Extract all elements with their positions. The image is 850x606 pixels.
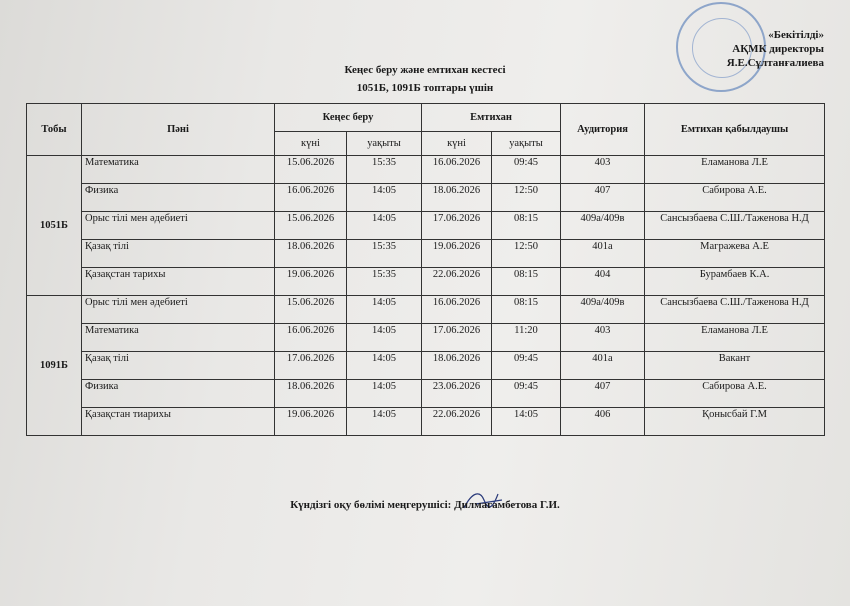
exam-date-cell: 16.06.2026 [422, 156, 492, 184]
header-consult-time: уақыты [347, 132, 422, 156]
approval-line-1: «Бекітілді» [768, 29, 824, 41]
examiner-cell: Еламанова Л.Е [645, 324, 825, 352]
consult-date-cell: 19.06.2026 [275, 408, 347, 436]
consult-date-cell: 15.06.2026 [275, 156, 347, 184]
room-cell: 401а [561, 352, 645, 380]
subject-cell: Орыс тілі мен әдебиеті [82, 296, 275, 324]
consult-time-cell: 14:05 [347, 352, 422, 380]
header-group: Тобы [27, 104, 82, 156]
subject-cell: Физика [82, 184, 275, 212]
consult-time-cell: 15:35 [347, 240, 422, 268]
room-cell: 403 [561, 324, 645, 352]
room-cell: 406 [561, 408, 645, 436]
exam-date-cell: 17.06.2026 [422, 324, 492, 352]
consult-time-cell: 14:05 [347, 212, 422, 240]
room-cell: 404 [561, 268, 645, 296]
exam-time-cell: 08:15 [492, 268, 561, 296]
table-row [27, 296, 825, 324]
exam-date-cell: 18.06.2026 [422, 352, 492, 380]
exam-time-cell: 11:20 [492, 324, 561, 352]
exam-date-cell: 16.06.2026 [422, 296, 492, 324]
exam-date-cell: 18.06.2026 [422, 184, 492, 212]
exam-time-cell: 14:05 [492, 408, 561, 436]
subject-cell: Қазақ тілі [82, 240, 275, 268]
approval-line-2: АҚМК директоры [732, 43, 824, 55]
consult-date-cell: 17.06.2026 [275, 352, 347, 380]
room-cell: 409а/409в [561, 212, 645, 240]
subject-cell: Қазақстан тарихы [82, 268, 275, 296]
consult-date-cell: 19.06.2026 [275, 268, 347, 296]
examiner-cell: Магражева А.Е [645, 240, 825, 268]
consult-time-cell: 14:05 [347, 380, 422, 408]
consult-date-cell: 15.06.2026 [275, 212, 347, 240]
exam-time-cell: 09:45 [492, 380, 561, 408]
examiner-cell: Сансызбаева С.Ш./Таженова Н.Д [645, 296, 825, 324]
examiner-cell: Қонысбай Г.М [645, 408, 825, 436]
exam-date-cell: 22.06.2026 [422, 268, 492, 296]
table-row [27, 240, 825, 268]
exam-date-cell: 19.06.2026 [422, 240, 492, 268]
consult-time-cell: 14:05 [347, 296, 422, 324]
consult-time-cell: 14:05 [347, 324, 422, 352]
header-room: Аудитория [561, 104, 645, 156]
room-cell: 409а/409в [561, 296, 645, 324]
group-name: 1091Б [27, 296, 82, 436]
table-row [27, 324, 825, 352]
table-row [27, 352, 825, 380]
exam-time-cell: 12:50 [492, 184, 561, 212]
header-exam-day: күні [422, 132, 492, 156]
header-exam: Емтихан [422, 104, 561, 132]
room-cell: 407 [561, 380, 645, 408]
header-subject: Пәні [82, 104, 275, 156]
consult-date-cell: 15.06.2026 [275, 296, 347, 324]
subject-cell: Қазақ тілі [82, 352, 275, 380]
exam-time-cell: 09:45 [492, 156, 561, 184]
consult-date-cell: 16.06.2026 [275, 184, 347, 212]
document-title: Кеңес беру және емтихан кестесі [344, 64, 506, 76]
table-row [27, 212, 825, 240]
examiner-cell: Вакант [645, 352, 825, 380]
consult-date-cell: 16.06.2026 [275, 324, 347, 352]
document-subtitle: 1051Б, 1091Б топтары үшін [356, 82, 494, 94]
header-consult-day: күні [275, 132, 347, 156]
table-row [27, 156, 825, 184]
examiner-cell: Бурамбаев К.А. [645, 268, 825, 296]
footer-signature-line: Күндізгі оқу бөлімі меңгерушісі: Дилмагамбетова Г.И. [290, 499, 560, 511]
subject-cell: Қазақстан тиарихы [82, 408, 275, 436]
table-row [27, 184, 825, 212]
table-row [27, 380, 825, 408]
subject-cell: Орыс тілі мен әдебиеті [82, 212, 275, 240]
subject-cell: Физика [82, 380, 275, 408]
consult-time-cell: 15:35 [347, 156, 422, 184]
schedule-table [26, 103, 825, 436]
room-cell: 403 [561, 156, 645, 184]
consult-date-cell: 18.06.2026 [275, 380, 347, 408]
exam-time-cell: 12:50 [492, 240, 561, 268]
consult-time-cell: 15:35 [347, 268, 422, 296]
exam-time-cell: 08:15 [492, 212, 561, 240]
examiner-cell: Сабирова А.Е. [645, 184, 825, 212]
exam-date-cell: 17.06.2026 [422, 212, 492, 240]
table-row [27, 268, 825, 296]
consult-date-cell: 18.06.2026 [275, 240, 347, 268]
header-consultation: Кеңес беру [275, 104, 422, 132]
header-exam-time: уақыты [492, 132, 561, 156]
consult-time-cell: 14:05 [347, 184, 422, 212]
room-cell: 407 [561, 184, 645, 212]
room-cell: 401а [561, 240, 645, 268]
consult-time-cell: 14:05 [347, 408, 422, 436]
examiner-cell: Сабирова А.Е. [645, 380, 825, 408]
exam-time-cell: 08:15 [492, 296, 561, 324]
exam-time-cell: 09:45 [492, 352, 561, 380]
examiner-cell: Еламанова Л.Е [645, 156, 825, 184]
examiner-cell: Сансызбаева С.Ш./Таженова Н.Д [645, 212, 825, 240]
subject-cell: Математика [82, 156, 275, 184]
exam-date-cell: 22.06.2026 [422, 408, 492, 436]
table-row [27, 408, 825, 436]
subject-cell: Математика [82, 324, 275, 352]
group-name: 1051Б [27, 156, 82, 296]
exam-date-cell: 23.06.2026 [422, 380, 492, 408]
header-examiner: Емтихан қабылдаушы [645, 104, 825, 156]
approval-line-3: Я.Е.Сұлтанғалиева [726, 57, 824, 69]
